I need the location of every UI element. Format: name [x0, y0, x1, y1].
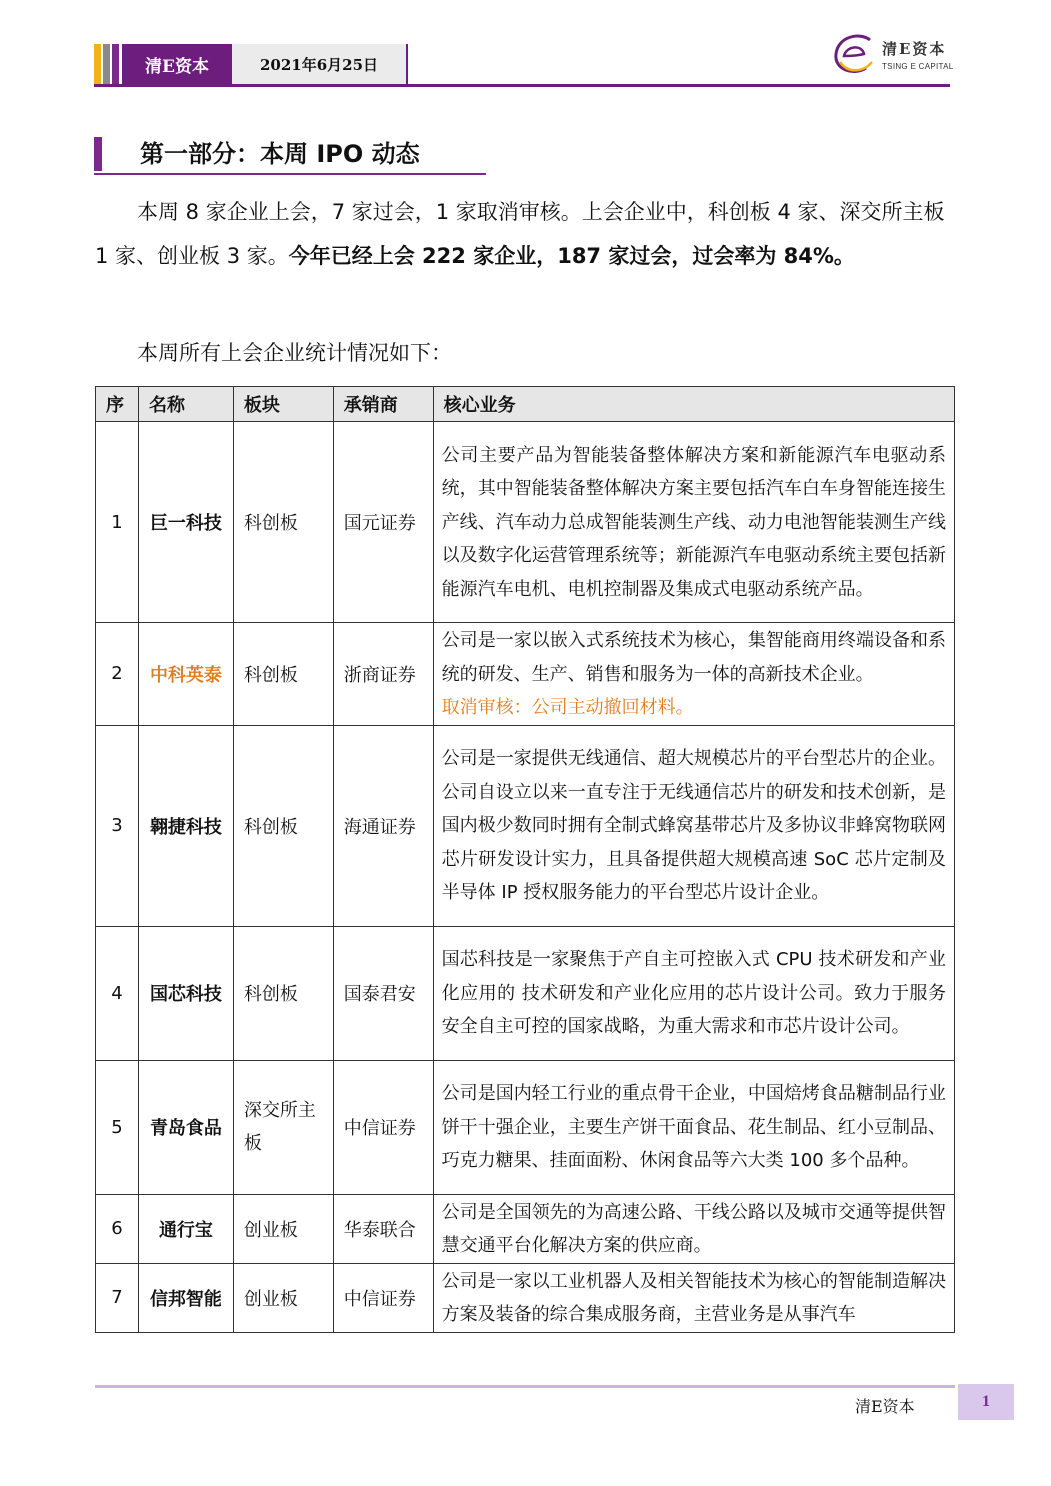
summary-paragraph [95, 190, 955, 278]
table-row [96, 1060, 955, 1194]
header-stripe-gray [103, 44, 110, 84]
section-marker [94, 137, 102, 171]
cancel-note: 取消审核：公司主动撤回材料。 [441, 697, 694, 718]
row-board: 科创板 [233, 422, 333, 623]
table-row [96, 1263, 955, 1332]
row-underwriter: 中信证券 [333, 1263, 433, 1332]
row-name: 青岛食品 [138, 1060, 233, 1194]
row-core-business: 国芯科技是一家聚焦于产自主可控嵌入式 CPU 技术研发和产业化应用的 技术研发和产业化应用的芯片设计公司。致力于服务安全自主可控的国家战略，为重大需求和市芯片设计公司。 [433, 926, 954, 1060]
col-header-name: 名称 [138, 387, 233, 422]
row-core-business: 公司主要产品为智能装备整体解决方案和新能源汽车电驱动系统，其中智能装备整体解决方案主要包括汽车白车身智能连接生产线、汽车动力总成智能装测生产线、动力电池智能装测生产线以及数字化运营管理系统等；新能源汽车电驱动系统主要包括新能源汽车电机、电机控制器及集成式电驱动系统产品。 [433, 422, 954, 623]
row-core-business: 公司是一家提供无线通信、超大规模芯片的平台型芯片的企业。公司自设立以来一直专注于无线通信芯片的研发和技术创新，是国内极少数同时拥有全制式蜂窝基带芯片及多协议非蜂窝物联网芯片研发设计实力，且具备提供超大规模高速 SoC 芯片定制及半导体 IP 授权服务能力的平台型芯片设计企业。 [433, 725, 954, 926]
row-name: 信邦智能 [138, 1263, 233, 1332]
logo-text-cn: 清E资本 [882, 40, 947, 58]
row-no: 7 [96, 1263, 139, 1332]
row-no: 6 [96, 1194, 139, 1263]
row-board: 创业板 [233, 1194, 333, 1263]
table-row [96, 422, 955, 623]
row-name: 巨一科技 [138, 422, 233, 623]
table-row [96, 926, 955, 1060]
row-no: 5 [96, 1060, 139, 1194]
row-core-business [433, 623, 954, 726]
row-board: 科创板 [233, 623, 333, 726]
row-board: 科创板 [233, 926, 333, 1060]
row-no: 2 [96, 623, 139, 726]
table-intro: 本周所有上会企业统计情况如下： [137, 341, 452, 365]
row-underwriter: 华泰联合 [333, 1194, 433, 1263]
core-text: 公司是一家以嵌入式系统技术为核心，集智能商用终端设备和系统的研发、生产、销售和服务为一体的高新技术企业。 [441, 630, 946, 685]
row-board: 深交所主板 [233, 1060, 333, 1194]
row-no: 4 [96, 926, 139, 1060]
header-divider [94, 84, 950, 87]
header-brand: 清E资本 [122, 44, 232, 84]
logo-swirl-icon [830, 32, 878, 78]
header-date: 2021年6月25日 [232, 44, 408, 84]
row-board: 科创板 [233, 725, 333, 926]
page-number: 1 [958, 1384, 1014, 1420]
col-header-board: 板块 [233, 387, 333, 422]
section-title: 第一部分：本周 IPO 动态 [140, 140, 420, 168]
row-name: 翱捷科技 [138, 725, 233, 926]
header-stripe-gold [94, 44, 101, 84]
row-board: 创业板 [233, 1263, 333, 1332]
row-core-business: 公司是全国领先的为高速公路、干线公路以及城市交通等提供智慧交通平台化解决方案的供应商。 [433, 1194, 954, 1263]
footer-divider [95, 1385, 955, 1388]
col-header-underwriter: 承销商 [333, 387, 433, 422]
ipo-table [95, 386, 955, 1333]
row-underwriter: 中信证券 [333, 1060, 433, 1194]
row-underwriter: 国元证券 [333, 422, 433, 623]
logo-text-en: TSING E CAPITAL [882, 62, 954, 71]
company-logo [830, 32, 960, 80]
header-stripe-purple [112, 44, 119, 84]
row-name: 通行宝 [138, 1194, 233, 1263]
table-row [96, 725, 955, 926]
section-underline [94, 173, 486, 175]
col-header-no: 序 [96, 387, 139, 422]
row-no: 3 [96, 725, 139, 926]
footer-brand: 清E资本 [855, 1397, 915, 1416]
summary-highlight: 今年已经上会 222 家企业，187 家过会，过会率为 84%。 [288, 244, 855, 268]
row-name: 国芯科技 [138, 926, 233, 1060]
row-core-business: 公司是国内轻工行业的重点骨干企业，中国焙烤食品糖制品行业饼干十强企业，主要生产饼干面食品、花生制品、红小豆制品、巧克力糖果、挂面面粉、休闲食品等六大类 100 多个品种。 [433, 1060, 954, 1194]
row-no: 1 [96, 422, 139, 623]
table-header-row [96, 387, 955, 422]
row-name: 中科英泰 [138, 623, 233, 726]
row-core-business: 公司是一家以工业机器人及相关智能技术为核心的智能制造解决方案及装备的综合集成服务商，主营业务是从事汽车 [433, 1263, 954, 1332]
col-header-core: 核心业务 [433, 387, 954, 422]
summary-text: 本周 8 家企业上会，7 家过会，1 家取消审核。上会企业中，科创板 4 家、深交所主板 1 家、创业板 3 家。 [95, 200, 945, 268]
row-underwriter: 海通证券 [333, 725, 433, 926]
table-row [96, 623, 955, 726]
table-row [96, 1194, 955, 1263]
row-underwriter: 国泰君安 [333, 926, 433, 1060]
row-underwriter: 浙商证券 [333, 623, 433, 726]
